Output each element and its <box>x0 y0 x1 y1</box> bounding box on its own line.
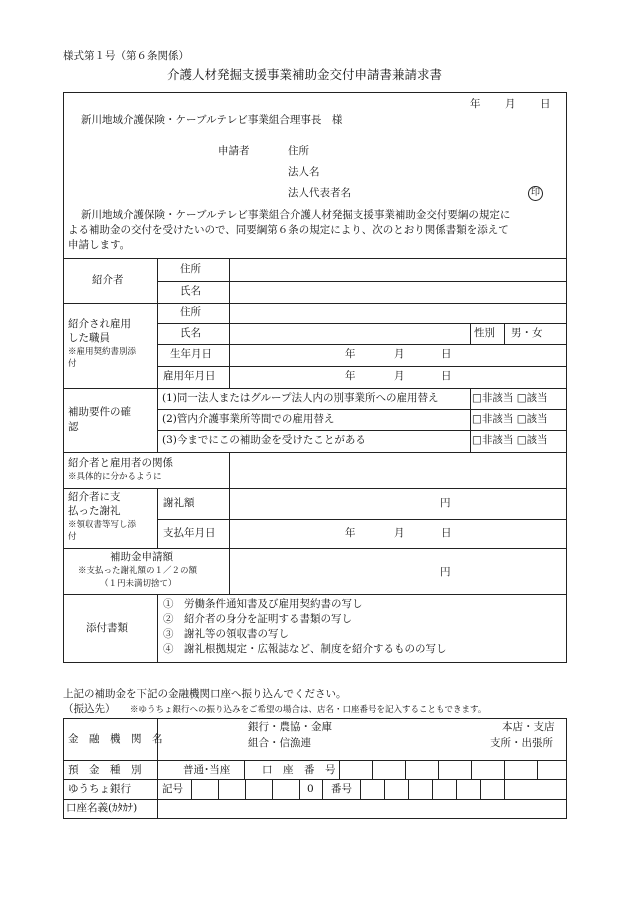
intro-line-3: 申請します。 <box>68 239 131 251</box>
attachment-item-3: ③ 謝礼等の領収書の写し <box>163 628 289 640</box>
subsidy-yen: 円 <box>440 566 451 578</box>
requirements-label-line-1: 補助要件の確 <box>68 406 131 418</box>
employee-label-line-1: 紹介され雇用 <box>68 318 131 330</box>
applicant-corp-name-label: 法人名 <box>288 166 320 178</box>
requirement-1-checkboxes[interactable]: □非該当 □該当 <box>472 392 548 404</box>
introducer-name-label: 氏名 <box>180 285 201 297</box>
reward-paid-date-label: 支払年月日 <box>163 527 216 539</box>
relation-label: 紹介者と雇用者の関係 <box>68 457 173 469</box>
intro-line-2: よる補助金の交付を受けたいので、同要綱第６条の規定により、次のとおり関係書類を添えて <box>68 224 509 236</box>
attachment-item-1: ① 労働条件通知書及び雇用契約書の写し <box>163 598 363 610</box>
hire-date-label: 雇用年月日 <box>163 370 216 382</box>
relation-field[interactable] <box>230 454 566 487</box>
attachments-label: 添付書類 <box>86 622 128 634</box>
account-number-label: 口 座 番 号 <box>262 764 336 776</box>
paid-year: 年 <box>345 527 356 539</box>
introducer-name-field[interactable] <box>230 282 566 302</box>
birth-year: 年 <box>345 348 356 360</box>
hire-day: 日 <box>441 370 452 382</box>
payee-label: （振込先） <box>63 703 116 715</box>
subsidy-note-1: ※支払った謝礼額の１／２の額 <box>78 566 198 576</box>
hire-year: 年 <box>345 370 356 382</box>
form-number: 様式第１号（第６条関係） <box>63 50 189 62</box>
addressee: 新川地域介護保険・ケーブルテレビ事業組合理事長 様 <box>81 114 343 126</box>
subsidy-label: 補助金申請額 <box>110 551 173 563</box>
paid-day: 日 <box>441 527 452 539</box>
reward-amount-label: 謝礼額 <box>163 497 195 509</box>
kigo-zero: 0 <box>307 783 314 795</box>
introducer-label: 紹介者 <box>92 274 124 286</box>
requirement-1-text: (1)同一法人またはグループ法人内の別事業所への雇用替え <box>162 392 439 404</box>
kigo-label: 記号 <box>162 783 183 795</box>
form-title: 介護人材発掘支援事業補助金交付申請書兼請求書 <box>167 67 443 82</box>
reward-label-line-1: 紹介者に支 <box>68 491 121 503</box>
yucho-label: ゆうちょ銀行 <box>68 783 131 795</box>
gender-label: 性別 <box>474 327 495 339</box>
institution-types-line-2[interactable]: 組合・信漁連 <box>248 737 311 749</box>
requirement-3-checkboxes[interactable]: □非該当 □該当 <box>472 434 548 446</box>
birth-date-label: 生年月日 <box>170 348 212 360</box>
applicant-label: 申請者 <box>218 145 250 157</box>
birth-day: 日 <box>441 348 452 360</box>
date-month: 月 <box>505 98 516 110</box>
employee-note-line-2: 付 <box>68 359 77 369</box>
requirements-label-line-2: 認 <box>68 421 79 433</box>
employee-note-line-1: ※雇用契約書別添 <box>68 347 137 357</box>
attachment-item-2: ② 紹介者の身分を証明する書類の写し <box>163 613 352 625</box>
institution-types-line-1[interactable]: 銀行・農協・金庫 <box>248 721 332 733</box>
gender-options[interactable]: 男・女 <box>511 327 543 339</box>
reward-label-line-2: 払った謝礼 <box>68 505 121 517</box>
employee-label-line-2: した職員 <box>68 332 110 344</box>
account-holder-field[interactable] <box>159 800 565 817</box>
employee-name-label: 氏名 <box>180 327 201 339</box>
transfer-instruction: 上記の補助金を下記の金融機関口座へ振り込んでください。 <box>63 688 347 700</box>
payee-note: ※ゆうちょ銀行への振り込みをご希望の場合は、店名・口座番号を記入することもできます。 <box>130 705 487 715</box>
subsidy-note-2: （１円未満切捨て） <box>100 579 177 589</box>
introducer-address-label: 住所 <box>180 263 201 275</box>
deposit-type-label: 預 金 種 別 <box>68 764 142 776</box>
bango-label: 番号 <box>331 783 352 795</box>
seal-mark: 印 <box>528 186 543 201</box>
date-day: 日 <box>540 98 551 110</box>
reward-note-line-1: ※領収書等写し添 <box>68 520 137 530</box>
requirement-2-checkboxes[interactable]: □非該当 □該当 <box>472 413 548 425</box>
relation-note: ※具体的に分かるように <box>68 472 162 482</box>
applicant-address-label: 住所 <box>288 145 309 157</box>
attachment-item-4: ④ 謝礼根拠規定・広報誌など、制度を紹介するものの写し <box>163 643 447 655</box>
account-holder-label: 口座名義(ｶﾀｶﾅ) <box>66 802 138 814</box>
birth-month: 月 <box>394 348 405 360</box>
intro-line-1: 新川地域介護保険・ケーブルテレビ事業組合介護人材発掘支援事業補助金交付要綱の規定に <box>81 209 511 221</box>
institution-label: 金 融 機 関 名 <box>68 733 163 745</box>
requirement-3-text: (3)今までにこの補助金を受けたことがある <box>162 434 366 446</box>
requirement-2-text: (2)管内介護事業所等間での雇用替え <box>162 413 335 425</box>
employee-address-label: 住所 <box>180 306 201 318</box>
paid-month: 月 <box>394 527 405 539</box>
reward-note-line-2: 付 <box>68 532 77 542</box>
reward-yen: 円 <box>440 497 451 509</box>
applicant-representative-label: 法人代表者名 <box>288 187 351 199</box>
hire-month: 月 <box>394 370 405 382</box>
branch-types-line-1[interactable]: 本店・支店 <box>502 721 555 733</box>
deposit-type-options[interactable]: 普通･当座 <box>183 764 231 776</box>
date-year: 年 <box>470 98 481 110</box>
introducer-address-field[interactable] <box>230 260 566 280</box>
branch-types-line-2[interactable]: 支所・出張所 <box>490 737 553 749</box>
